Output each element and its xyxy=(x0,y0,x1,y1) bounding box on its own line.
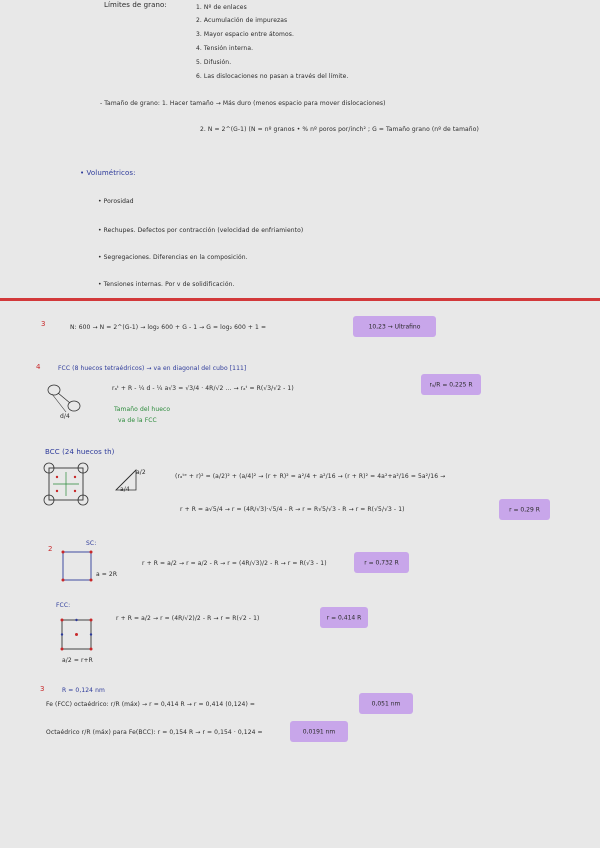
green-note: Tamaño del hueco xyxy=(114,406,171,413)
bcc-cell-diagram xyxy=(43,462,93,508)
limites-item: 4. Tensión interna. xyxy=(196,45,254,52)
ex3b-result-1-highlight xyxy=(359,693,413,714)
fcc-cell-diagram xyxy=(58,616,98,654)
tamano-line-1: - Tamaño de grano: 1. Hacer tamaño → Más duro (menos espacio para mover dislocaciones) xyxy=(100,100,386,107)
fcc-label: FCC: xyxy=(56,602,71,609)
ex3b-result-1: 0,051 nm xyxy=(371,700,401,707)
volumetricos-title: • Volumétricos: xyxy=(80,169,136,177)
fcc-result-highlight xyxy=(320,607,368,628)
ex3b-line-1: Fe (FCC) octaédrico: r/R (máx) → r = 0,414 R → r = 0,414 (0,124) = xyxy=(46,701,256,708)
ex4-title: FCC (8 huecos tetraédricos) → va en diagonal del cubo [111] xyxy=(58,365,247,372)
bcc-result: r = 0,29 R xyxy=(509,506,540,513)
ex3-equation: N: 600 → N = 2^(G-1) → log₂ 600 + G - 1 → G = log₂ 600 + 1 = xyxy=(70,324,267,331)
limites-item: 2. Acumulación de impurezas xyxy=(196,17,288,24)
volumetricos-item: • Tensiones internas. Por v de solidificación. xyxy=(98,281,235,288)
limites-item: 6. Las dislocaciones no pasan a través del límite. xyxy=(196,73,349,80)
label-d4: d/4 xyxy=(60,413,70,420)
volumetricos-item: • Segregaciones. Diferencias en la composición. xyxy=(98,254,248,261)
volumetricos-item: • Rechupes. Defectos por contracción (velocidad de enfriamiento) xyxy=(98,227,304,234)
sc-result: r = 0,732 R xyxy=(364,559,399,566)
green-note: va de la FCC xyxy=(118,417,157,424)
frac-label: a/4 xyxy=(120,486,130,493)
ex3b-line-2: Octaédrico r/R (máx) para Fe(BCC): r = 0,154 R → r = 0,154 · 0,124 = xyxy=(46,729,263,736)
bcc-equation-2: r + R = a√5/4 → r = (4R/√3)·√5/4 - R → r = R√5/√3 - R → r = R(√5/√3 - 1) xyxy=(180,506,405,513)
limites-item: 5. Difusión. xyxy=(196,59,232,66)
ex4-result-highlight xyxy=(421,374,481,395)
fcc-equation: r + R = a/2 → r = (4R/√2)/2 - R → r = R(√2 - 1) xyxy=(116,615,260,622)
exercise-number: 4 xyxy=(36,363,41,371)
exercise-number: 3 xyxy=(40,685,45,693)
ex4-result: rₐ/R = 0,225 R xyxy=(429,381,473,388)
limites-item: 1. Nº de enlaces xyxy=(196,4,247,11)
tamano-line-2: 2. N = 2^(G-1) (N = nº granos • % nº poros por/inch² ; G = Tamaño grano (nº de tamaño) xyxy=(200,126,479,133)
bcc-title: BCC (24 huecos th) xyxy=(45,448,115,456)
limites-title: Límites de grano: xyxy=(104,1,167,9)
sc-equation: r + R = a/2 → r = a/2 - R → r = (4R/√3)/2 - R → r = R(√3 - 1) xyxy=(142,560,327,567)
exercise-number: 2 xyxy=(48,545,53,553)
limites-item: 3. Mayor espacio entre átomos. xyxy=(196,31,294,38)
fcc-result: r = 0,414 R xyxy=(326,614,362,621)
exercise-number: 3 xyxy=(41,320,46,328)
fcc-side-label: a/2 = r+R xyxy=(62,657,93,664)
section-divider xyxy=(0,298,600,301)
sc-result-highlight xyxy=(354,552,409,573)
bcc-result-highlight xyxy=(499,499,550,520)
ex3-result-highlight xyxy=(353,316,436,337)
sc-label: SC: xyxy=(86,540,97,547)
ex4-equation: rₐᵗ + R - ¼ d - ¼ a√3 = √3/4 · 4R/√2 ... → rₐᵗ = R(√3/√2 - 1) xyxy=(112,385,294,392)
sc-cell-diagram xyxy=(58,547,98,585)
frac-label: a/2 xyxy=(136,469,146,476)
volumetricos-item: • Porosidad xyxy=(98,198,134,205)
ex3b-header: R = 0,124 nm xyxy=(62,687,105,694)
ex3b-result-2-highlight xyxy=(290,721,348,742)
sc-side-label: a = 2R xyxy=(96,571,118,578)
ex3b-result-2: 0,0191 nm xyxy=(302,728,336,735)
ex3-result: 10,23 → Ultrafino xyxy=(368,323,421,330)
bcc-equation-1: (rₐᵗᵉ + r)² = (a/2)² + (a/4)² → (r + R)² = a²/4 + a²/16 → (r + R)² = 4a²+a²/16 = 5a²/16 → xyxy=(175,473,446,480)
